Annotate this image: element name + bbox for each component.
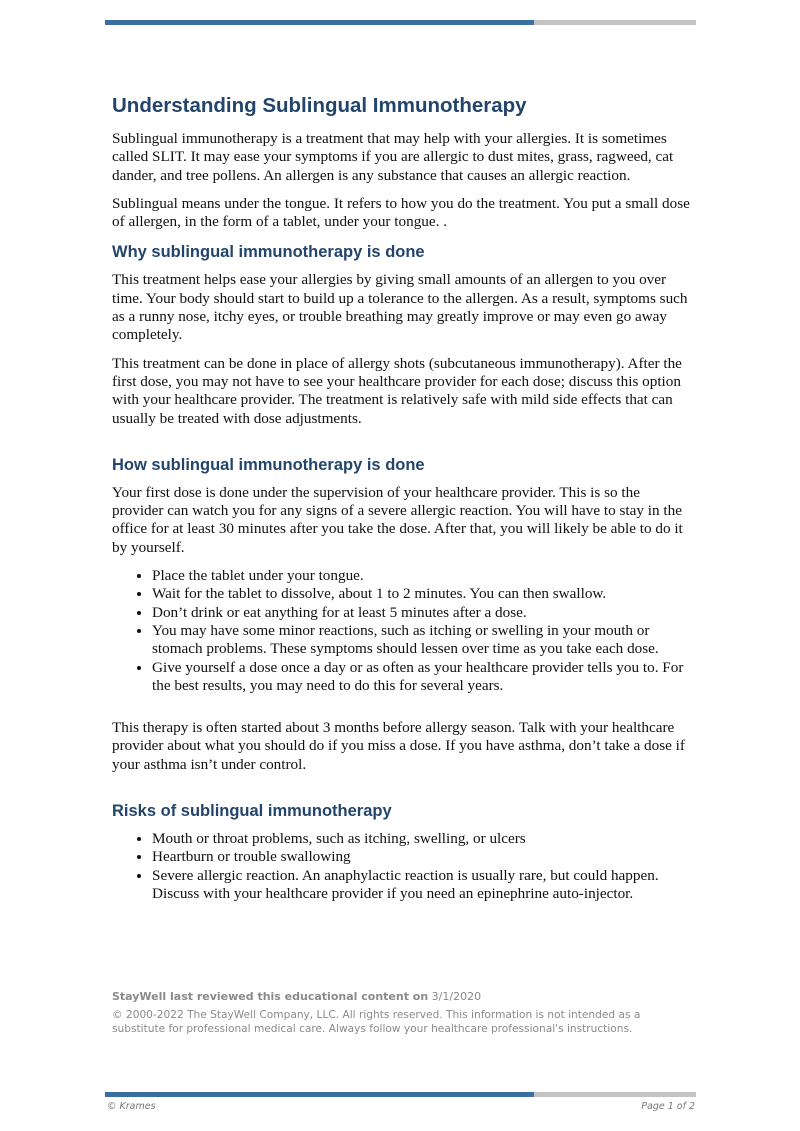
- top-rule: [105, 20, 696, 25]
- why-paragraph: This treatment helps ease your allergies by giving small amounts of an allergen to you over time. Your body should start to build up a tolerance to the allergen. As a result, symptoms such as a runny nose, itchy eyes, or trouble breathing may greatly improve or may even go away completely.: [112, 271, 688, 344]
- document-body: [112, 93, 690, 913]
- footer-page-number: Page 1 of 2: [641, 1101, 695, 1112]
- list-item: • Mouth or throat problems, such as itching, swelling, or ulcers: [152, 830, 690, 848]
- section-heading-how: How sublingual immunotherapy is done: [112, 455, 425, 474]
- review-date: 3/1/2020: [431, 990, 482, 1003]
- section-heading-risks: Risks of sublingual immunotherapy: [112, 802, 392, 821]
- list-item: • Place the tablet under your tongue.: [152, 567, 690, 585]
- page-title: Understanding Sublingual Immunotherapy: [112, 94, 527, 117]
- list-item: • Severe allergic reaction. An anaphylactic reaction is usually rare, but could happen. Discuss with your healthcare provider if you need an epinephrine auto-injector.: [152, 867, 690, 904]
- how-outro-paragraph: This therapy is often started about 3 months before allergy season. Talk with your healthcare provider about what you should do if you miss a dose. If you have asthma, don’t take a dose if your asthma isn’t under control.: [112, 719, 685, 773]
- bottom-rule: [105, 1092, 696, 1097]
- intro-paragraph: Sublingual immunotherapy is a treatment that may help with your allergies. It is sometimes called SLIT. It may ease your symptoms if you are allergic to dust mites, grass, ragweed, cat dander, and tree pollens. An allergen is any substance that causes an allergic reaction.: [112, 130, 674, 184]
- section-heading-why: Why sublingual immunotherapy is done: [112, 243, 425, 262]
- intro-paragraph: Sublingual means under the tongue. It refers to how you do the treatment. You put a small dose of allergen, in the form of a tablet, under your tongue. .: [112, 194, 690, 231]
- copyright-notice: © 2000-2022 The StayWell Company, LLC. All rights reserved. This information is not intended as a substitute for professional medical care. Always follow your healthcare professional's instructions.: [112, 1009, 641, 1035]
- review-note: [112, 990, 692, 1003]
- how-intro-paragraph: Your first dose is done under the supervision of your healthcare provider. This is so the provider can watch you for any signs of a severe allergic reaction. You will have to stay in the office for at least 30 minutes after you take the dose. After that, you will likely be able to do it by yourself.: [112, 483, 683, 556]
- review-label: StayWell last reviewed this educational content on: [112, 990, 429, 1003]
- why-paragraph: This treatment can be done in place of allergy shots (subcutaneous immunotherapy). After the first dose, you may not have to see your healthcare provider for each dose; discuss this option with your healthcare provider. The treatment is relatively safe with mild side effects that can usually be treated with dose adjustments.: [112, 354, 682, 427]
- list-item: • Give yourself a dose once a day or as often as your healthcare provider tells you to. For the best results, you may need to do this for several years.: [152, 659, 690, 696]
- list-item: • Heartburn or trouble swallowing: [152, 848, 690, 866]
- risks-list: [112, 830, 690, 903]
- how-steps-list: [112, 567, 690, 695]
- list-item: • You may have some minor reactions, such as itching or swelling in your mouth or stomach problems. These symptoms should lessen over time as you take each dose.: [152, 622, 690, 659]
- list-item: • Wait for the tablet to dissolve, about 1 to 2 minutes. You can then swallow.: [152, 585, 690, 603]
- list-item: • Don’t drink or eat anything for at least 5 minutes after a dose.: [152, 604, 690, 622]
- footer-publisher: © Krames: [107, 1101, 156, 1112]
